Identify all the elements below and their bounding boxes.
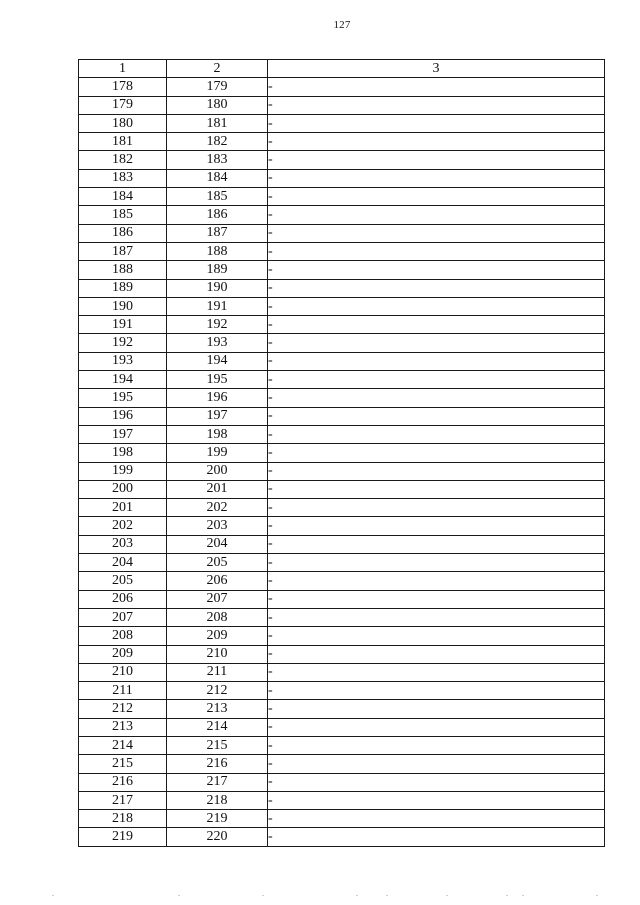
table-cell-col2: 191 — [167, 297, 268, 315]
table-row — [79, 316, 605, 334]
table-cell-col2: 195 — [167, 371, 268, 389]
table-cell-col2: 202 — [167, 499, 268, 517]
table-cell-col2: 190 — [167, 279, 268, 297]
table-cell-col2: 185 — [167, 188, 268, 206]
table-cell-col2: 198 — [167, 425, 268, 443]
table-cell-col3: - — [268, 755, 605, 773]
table-row — [79, 608, 605, 626]
table-row — [79, 78, 605, 96]
table-cell-col3: - — [268, 590, 605, 608]
table-cell-col3: - — [268, 297, 605, 315]
table-cell-col1: 216 — [79, 773, 167, 791]
table-cell-col1: 180 — [79, 114, 167, 132]
table-cell-col1: 193 — [79, 352, 167, 370]
table-cell-col2: 200 — [167, 462, 268, 480]
table-cell-col1: 218 — [79, 810, 167, 828]
table-cell-col2: 203 — [167, 517, 268, 535]
table-cell-col3: - — [268, 407, 605, 425]
table-row — [79, 627, 605, 645]
table-cell-col2: 187 — [167, 224, 268, 242]
scan-artifact-dots — [0, 895, 640, 899]
table-cell-col3: - — [268, 242, 605, 260]
table-row — [79, 334, 605, 352]
table-cell-col1: 186 — [79, 224, 167, 242]
table-cell-col1: 197 — [79, 425, 167, 443]
table-cell-col2: 194 — [167, 352, 268, 370]
data-table — [78, 59, 605, 847]
table-cell-col3: - — [268, 151, 605, 169]
table-cell-col1: 212 — [79, 700, 167, 718]
table-cell-col2: 215 — [167, 736, 268, 754]
table-cell-col2: 214 — [167, 718, 268, 736]
table-cell-col3: - — [268, 499, 605, 517]
table-body — [79, 78, 605, 846]
table-cell-col3: - — [268, 535, 605, 553]
table-cell-col3: - — [268, 371, 605, 389]
table-row — [79, 242, 605, 260]
table-cell-col3: - — [268, 517, 605, 535]
table-row — [79, 114, 605, 132]
table-cell-col2: 189 — [167, 261, 268, 279]
table-cell-col2: 208 — [167, 608, 268, 626]
table-cell-col1: 183 — [79, 169, 167, 187]
table-cell-col1: 181 — [79, 133, 167, 151]
table-cell-col2: 219 — [167, 810, 268, 828]
table-cell-col3: - — [268, 608, 605, 626]
table-cell-col2: 186 — [167, 206, 268, 224]
table-cell-col2: 210 — [167, 645, 268, 663]
table-row — [79, 188, 605, 206]
table-row — [79, 297, 605, 315]
table-cell-col2: 197 — [167, 407, 268, 425]
table-cell-col3: - — [268, 718, 605, 736]
table-cell-col1: 190 — [79, 297, 167, 315]
column-header-1: 1 — [79, 60, 167, 78]
table-cell-col3: - — [268, 700, 605, 718]
table-cell-col3: - — [268, 316, 605, 334]
table-cell-col1: 192 — [79, 334, 167, 352]
table-cell-col2: 181 — [167, 114, 268, 132]
table-row — [79, 554, 605, 572]
table-cell-col1: 184 — [79, 188, 167, 206]
table-row — [79, 535, 605, 553]
table-cell-col1: 209 — [79, 645, 167, 663]
table-cell-col2: 213 — [167, 700, 268, 718]
table-cell-col3: - — [268, 627, 605, 645]
table-cell-col1: 179 — [79, 96, 167, 114]
table-cell-col1: 195 — [79, 389, 167, 407]
table-cell-col2: 218 — [167, 791, 268, 809]
table-cell-col2: 217 — [167, 773, 268, 791]
table-cell-col1: 210 — [79, 663, 167, 681]
table-cell-col2: 206 — [167, 572, 268, 590]
table-cell-col1: 206 — [79, 590, 167, 608]
table-row — [79, 718, 605, 736]
table-cell-col1: 201 — [79, 499, 167, 517]
table-row — [79, 572, 605, 590]
table-row — [79, 590, 605, 608]
table-cell-col2: 192 — [167, 316, 268, 334]
table-row — [79, 352, 605, 370]
table-cell-col1: 202 — [79, 517, 167, 535]
table-cell-col3: - — [268, 389, 605, 407]
table-cell-col3: - — [268, 206, 605, 224]
table-row — [79, 499, 605, 517]
table-cell-col3: - — [268, 554, 605, 572]
table-cell-col1: 208 — [79, 627, 167, 645]
table-cell-col1: 205 — [79, 572, 167, 590]
table-cell-col3: - — [268, 352, 605, 370]
table-cell-col1: 194 — [79, 371, 167, 389]
table-row — [79, 682, 605, 700]
table-row — [79, 96, 605, 114]
table-cell-col1: 185 — [79, 206, 167, 224]
table-row — [79, 755, 605, 773]
table-row — [79, 133, 605, 151]
table-row — [79, 480, 605, 498]
table-cell-col3: - — [268, 334, 605, 352]
table-cell-col2: 179 — [167, 78, 268, 96]
table-cell-col3: - — [268, 261, 605, 279]
table-row — [79, 736, 605, 754]
table-cell-col1: 213 — [79, 718, 167, 736]
table-cell-col2: 211 — [167, 663, 268, 681]
table-cell-col2: 180 — [167, 96, 268, 114]
table-cell-col3: - — [268, 810, 605, 828]
table-row — [79, 425, 605, 443]
table-row — [79, 151, 605, 169]
table-cell-col3: - — [268, 773, 605, 791]
table-row — [79, 462, 605, 480]
table-cell-col2: 220 — [167, 828, 268, 846]
table-cell-col2: 201 — [167, 480, 268, 498]
table-cell-col2: 183 — [167, 151, 268, 169]
table-row — [79, 810, 605, 828]
table-cell-col2: 182 — [167, 133, 268, 151]
table-cell-col1: 214 — [79, 736, 167, 754]
table-cell-col3: - — [268, 663, 605, 681]
table-cell-col2: 193 — [167, 334, 268, 352]
table-cell-col3: - — [268, 828, 605, 846]
table-cell-col1: 211 — [79, 682, 167, 700]
table-cell-col1: 198 — [79, 444, 167, 462]
table-cell-col1: 203 — [79, 535, 167, 553]
table-row — [79, 169, 605, 187]
table-cell-col3: - — [268, 78, 605, 96]
table-cell-col2: 205 — [167, 554, 268, 572]
table-cell-col1: 178 — [79, 78, 167, 96]
table-cell-col2: 212 — [167, 682, 268, 700]
table-cell-col3: - — [268, 444, 605, 462]
column-header-2: 2 — [167, 60, 268, 78]
table-cell-col3: - — [268, 279, 605, 297]
table-cell-col3: - — [268, 425, 605, 443]
table-cell-col2: 196 — [167, 389, 268, 407]
table-cell-col1: 200 — [79, 480, 167, 498]
table-cell-col3: - — [268, 462, 605, 480]
header-row — [79, 60, 605, 78]
table-row — [79, 371, 605, 389]
column-header-3: 3 — [268, 60, 605, 78]
table-cell-col1: 204 — [79, 554, 167, 572]
table-row — [79, 791, 605, 809]
table-row — [79, 828, 605, 846]
table-cell-col2: 204 — [167, 535, 268, 553]
table-cell-col3: - — [268, 114, 605, 132]
table-row — [79, 517, 605, 535]
table-row — [79, 773, 605, 791]
table-cell-col1: 189 — [79, 279, 167, 297]
table-cell-col1: 187 — [79, 242, 167, 260]
page-number: 127 — [333, 19, 351, 31]
table-row — [79, 700, 605, 718]
table-cell-col3: - — [268, 169, 605, 187]
table-row — [79, 663, 605, 681]
table-row — [79, 389, 605, 407]
table-row — [79, 444, 605, 462]
table-row — [79, 407, 605, 425]
table-cell-col1: 196 — [79, 407, 167, 425]
table-cell-col3: - — [268, 480, 605, 498]
table-row — [79, 206, 605, 224]
table-cell-col2: 207 — [167, 590, 268, 608]
table-cell-col2: 216 — [167, 755, 268, 773]
table-cell-col1: 188 — [79, 261, 167, 279]
table-cell-col3: - — [268, 645, 605, 663]
table-cell-col1: 219 — [79, 828, 167, 846]
table-cell-col3: - — [268, 96, 605, 114]
table-cell-col3: - — [268, 188, 605, 206]
table-cell-col1: 182 — [79, 151, 167, 169]
table-cell-col3: - — [268, 682, 605, 700]
table-cell-col1: 191 — [79, 316, 167, 334]
table-cell-col1: 217 — [79, 791, 167, 809]
table-row — [79, 645, 605, 663]
table-cell-col3: - — [268, 736, 605, 754]
table-cell-col2: 184 — [167, 169, 268, 187]
table-cell-col3: - — [268, 224, 605, 242]
table-row — [79, 224, 605, 242]
table-cell-col1: 207 — [79, 608, 167, 626]
table-cell-col3: - — [268, 791, 605, 809]
table-cell-col2: 209 — [167, 627, 268, 645]
table-cell-col2: 188 — [167, 242, 268, 260]
table-row — [79, 261, 605, 279]
table-cell-col2: 199 — [167, 444, 268, 462]
table-cell-col3: - — [268, 572, 605, 590]
table-row — [79, 279, 605, 297]
table-header — [79, 60, 605, 78]
table-cell-col1: 215 — [79, 755, 167, 773]
table-cell-col3: - — [268, 133, 605, 151]
table-cell-col1: 199 — [79, 462, 167, 480]
